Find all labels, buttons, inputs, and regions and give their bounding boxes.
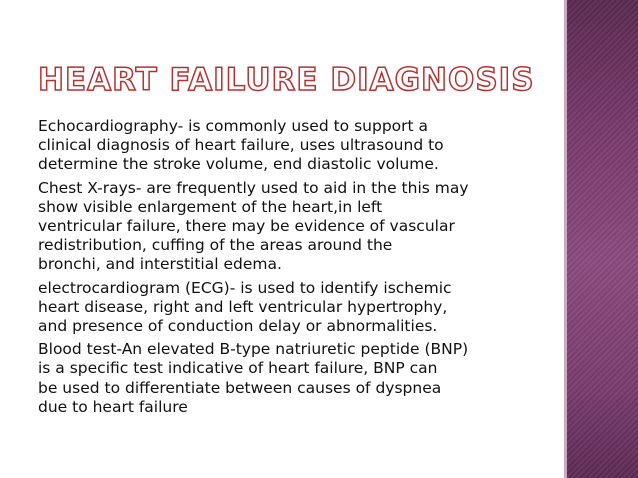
side-decorative-band: [567, 0, 638, 478]
slide-body: [38, 117, 558, 421]
paragraph-chest-xrays: Chest X-rays- are frequently used to aid in the this may show visible enlargement of the heart,in left ventricular failure, there may be evidence of vascular redistribution, cuffing of the areas around the bronchi, and interstitial edema.: [38, 178, 469, 274]
paragraph-echocardiography: Echocardiography- is commonly used to support a clinical diagnosis of heart failure, uses ultrasound to determine the stroke volume, end diastolic volume.: [38, 117, 444, 174]
paragraph-ecg: electrocardiogram (ECG)- is used to identify ischemic heart disease, right and left ventricular hypertrophy, and presence of conduction delay or abnormalities.: [38, 278, 452, 336]
slide-title: HEART FAILURE DIAGNOSIS: [38, 62, 535, 98]
paragraph-blood-test: Blood test-An elevated B-type natriuretic peptide (BNP) is a specific test indicative of heart failure, BNP can be used to differentiate between causes of dyspnea due to heart failure: [38, 340, 469, 416]
